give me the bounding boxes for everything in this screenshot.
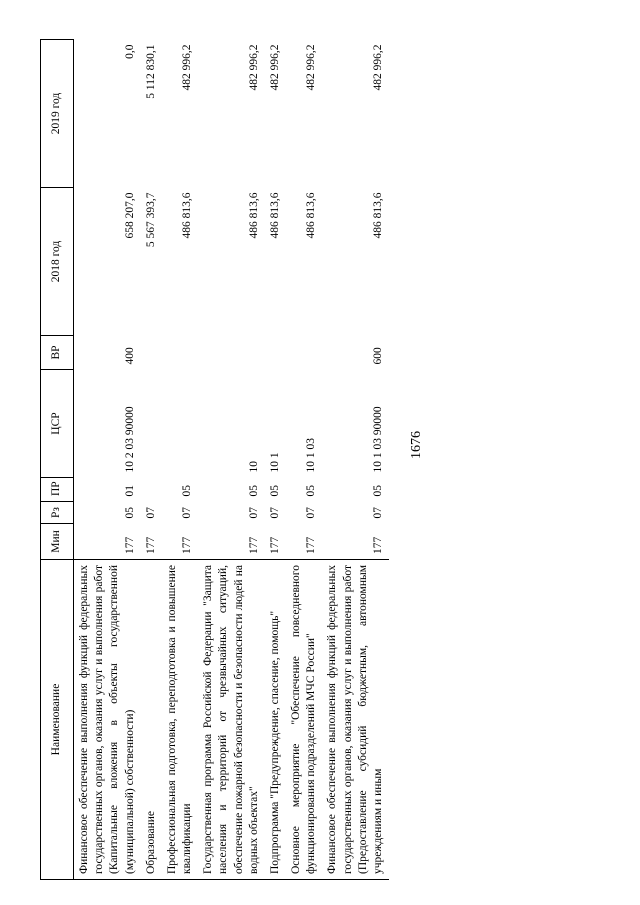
row-pr: 05 [268,485,281,497]
row-2019: 482 996,2 [371,44,384,91]
table-row [141,40,162,880]
row-csr: 10 2 03 90000 [123,406,136,473]
table-row [74,40,141,880]
row-rz: 07 [247,507,260,519]
row-pr: 05 [181,485,194,497]
table-row [162,40,198,880]
row-vr [265,336,286,370]
table-row [322,40,389,880]
table-row [198,40,265,880]
table-row [286,40,322,880]
row-min: 177 [268,536,281,554]
row-pr: 05 [371,485,384,497]
row-rz: 07 [305,507,318,519]
row-csr: 10 [247,461,260,473]
row-vr [198,336,265,370]
header-pr: ПР [41,478,74,502]
row-2018: 658 207,0 [123,192,136,239]
row-2018: 5 567 393,7 [144,192,157,248]
row-min: 177 [181,536,194,554]
page-number: 1676 [409,431,424,459]
row-name: Финансовое обеспечение выполнения функций федеральных государственных органов, оказания услуг и выполнения работ (Предоставление субсидий бюджетным, автономным учреждениям и иным [322,560,389,880]
row-rz: 05 [123,507,136,519]
row-name: Основное мероприятие "Обеспечение повседневного функционирования подразделений МЧС России" [286,560,322,880]
row-vr [162,336,198,370]
header-min: Мин [41,524,74,560]
row-csr: 10 1 [268,452,281,473]
header-name: Наименование [41,560,74,880]
budget-table-area [40,40,640,874]
row-name: Финансовое обеспечение выполнения функций федеральных государственных органов, оказания услуг и выполнения работ (Капитальные вложения в объекты государственной (муниципальной) собственности) [74,560,141,880]
row-2018: 486 813,6 [181,192,194,239]
row-2019: 482 996,2 [268,44,281,91]
row-csr [141,370,162,478]
row-pr: 01 [123,485,136,497]
row-min: 177 [247,536,260,554]
row-2019: 5 112 830,1 [144,44,157,99]
row-name: Подпрограмма "Предупреждение, спасение, помощь" [265,560,286,880]
row-min: 177 [123,536,136,554]
row-2019: 0,0 [123,44,136,59]
row-rz: 07 [268,507,281,519]
row-vr [286,336,322,370]
row-name: Образование [141,560,162,880]
header-vr: ВР [41,336,74,370]
row-min: 177 [371,536,384,554]
row-2018: 486 813,6 [305,192,318,239]
row-csr [162,370,198,478]
row-2019: 482 996,2 [305,44,318,91]
row-min: 177 [144,536,157,554]
row-vr: 600 [371,347,384,365]
row-min: 177 [305,536,318,554]
row-csr: 10 1 03 90000 [371,406,384,473]
row-2018: 486 813,6 [371,192,384,239]
budget-table [40,39,389,880]
row-name: Государственная программа Российской Федерации "Защита населения и территорий от чрезвычайных ситуаций, обеспечение пожарной безопасности и безопасности людей на водных объектах" [198,560,265,880]
header-rz: Рз [41,502,74,524]
row-rz: 07 [181,507,194,519]
row-csr: 10 1 03 [305,438,318,473]
header-2019: 2019 год [41,40,74,188]
table-row [265,40,286,880]
row-rz: 07 [371,507,384,519]
row-2019: 482 996,2 [181,44,194,91]
row-name: Профессиональная подготовка, переподготовка и повышение квалификации [162,560,198,880]
row-pr: 05 [247,485,260,497]
header-csr: ЦСР [41,370,74,478]
row-pr [141,478,162,502]
row-2018: 486 813,6 [247,192,260,239]
row-vr [141,336,162,370]
row-vr: 400 [123,347,136,365]
header-2018: 2018 год [41,188,74,336]
row-2019: 482 996,2 [247,44,260,91]
table-header-row [41,40,74,880]
row-2018: 486 813,6 [268,192,281,239]
row-pr: 05 [305,485,318,497]
row-rz: 07 [144,507,157,519]
